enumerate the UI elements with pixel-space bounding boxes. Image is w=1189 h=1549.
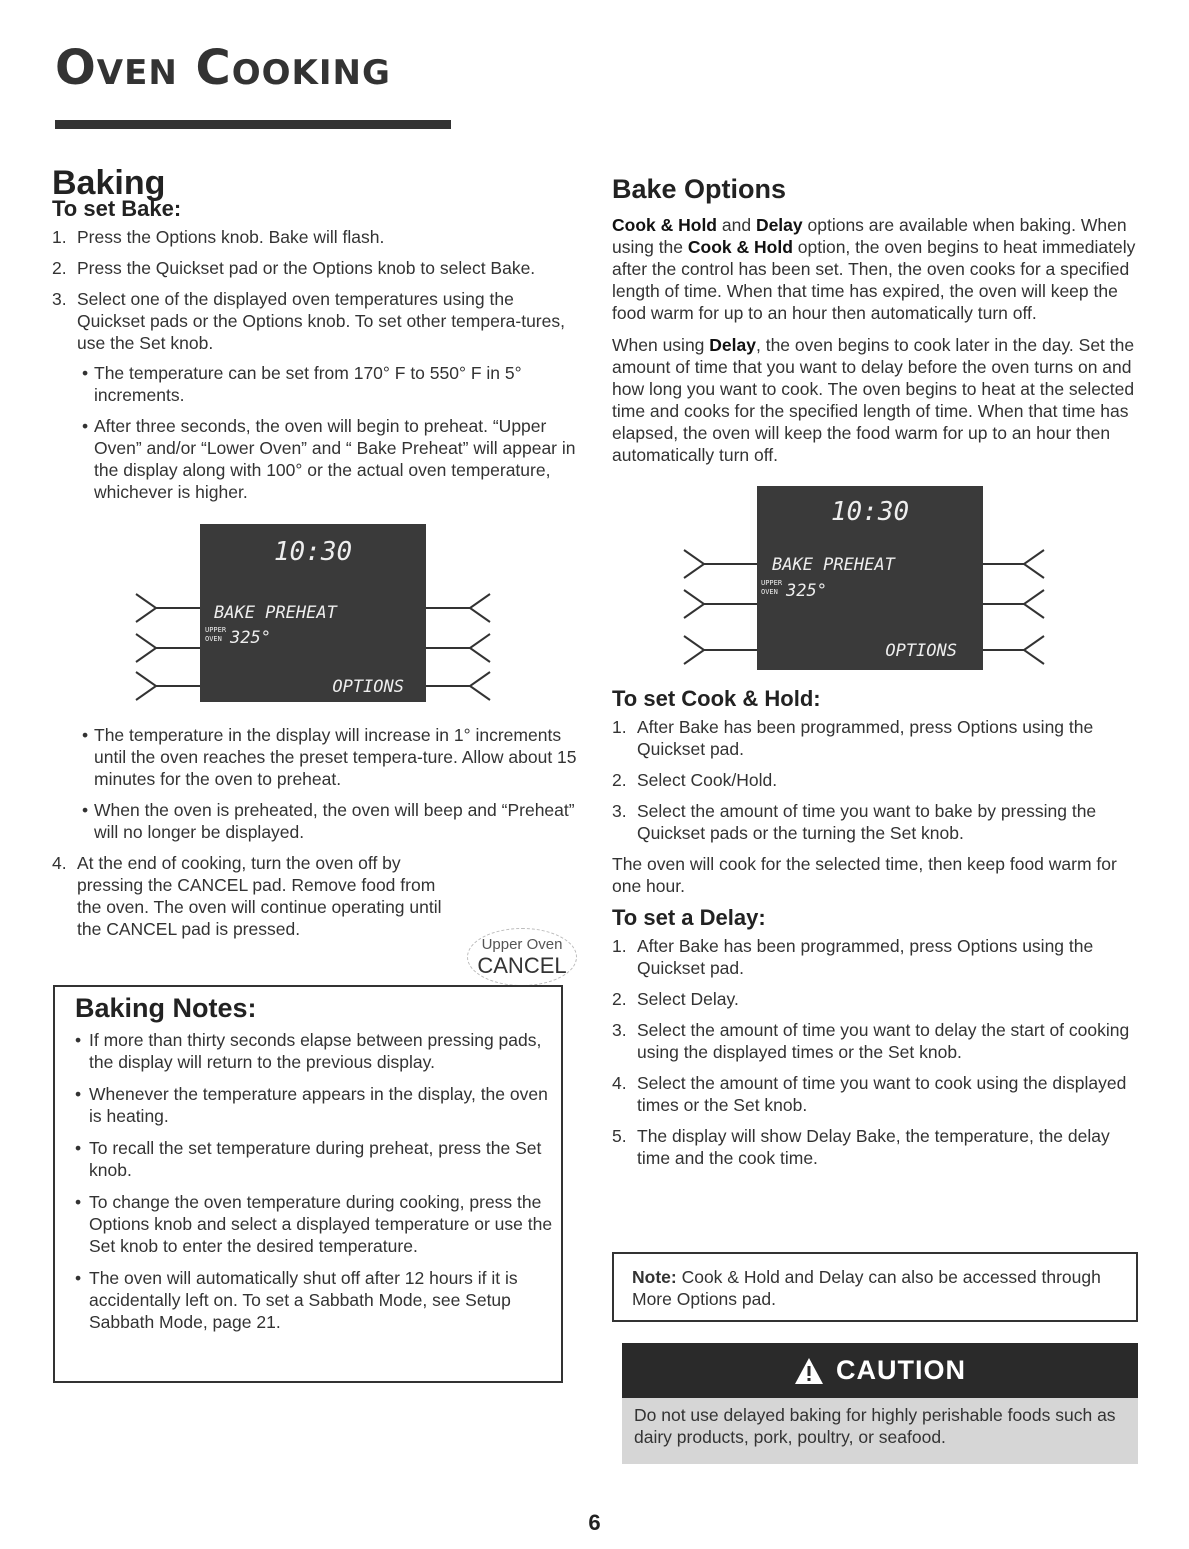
display-temp: 325°	[230, 628, 271, 648]
list-item: 1. After Bake has been programmed, press Options using the Quickset pad.	[612, 717, 1094, 759]
bake-options-heading: Bake Options	[612, 174, 787, 204]
warning-triangle-icon	[794, 1357, 824, 1385]
cancel-pad-button: Upper Oven CANCEL	[467, 928, 577, 986]
display-options: OPTIONS	[885, 641, 957, 661]
list-item: 3. Select the amount of time you want to delay the start of cooking using the displayed times or the Set knob.	[612, 1020, 1130, 1062]
list-item: 4. At the end of cooking, turn the oven off by pressing the CANCEL pad. Remove food from the oven. The oven will continue operating until the CANCEL pad is pressed.	[52, 853, 442, 939]
cook-hold-after: The oven will cook for the selected time, then keep food warm for one hour.	[612, 854, 1117, 896]
list-item: 1. After Bake has been programmed, press Options using the Quickset pad.	[612, 936, 1094, 978]
list-item: • When the oven is preheated, the oven will beep and “Preheat” will no longer be displayed.	[82, 799, 582, 843]
left-arrow-pad-2	[684, 590, 757, 618]
left-arrow-pad-1	[136, 594, 200, 622]
right-pad-arrows	[426, 594, 490, 700]
set-bake-heading: To set Bake:	[52, 196, 182, 221]
bake-options-section	[612, 172, 1142, 1178]
cook-hold-steps	[612, 716, 1142, 844]
baking-notes-heading: Baking Notes:	[75, 993, 257, 1023]
list-item: • The oven will automatically shut off after 12 hours if it is accidentally left on. To set a Sabbath Mode, see Setup Sabbath Mode, page 21.	[75, 1267, 555, 1333]
cook-hold-heading: To set Cook & Hold:	[612, 686, 821, 711]
baking-section	[52, 164, 582, 949]
list-item: • The temperature in the display will increase in 1° increments until the oven reaches the preset tempera-ture. Allow about 15 minutes for the oven to preheat.	[82, 724, 582, 790]
baking-notes-list	[65, 1029, 555, 1333]
display-options: OPTIONS	[332, 677, 404, 697]
list-item: 3. Select one of the displayed oven temperatures using the Quickset pads or the Options knob. To set other tempera-tures, use the Set knob. • The temperature can be set from 170° F to 550° F in 5° increments. • After three seconds, the oven will begin to preheat. “Upper Oven” and/or “Lower Oven” and “ Bake Preheat” will appear in the display along with 100° or the actual oven temperature, whichever is higher.	[52, 288, 582, 503]
right-arrow-pad-2	[983, 590, 1044, 618]
display-oven-label-1: UPPER	[761, 579, 783, 587]
right-arrow-pad-1	[983, 550, 1044, 578]
left-arrow-pad-1	[684, 550, 757, 578]
list-item: • To change the oven temperature during cooking, press the Options knob and select a displayed temperature or use the Set knob to enter the desired temperature.	[75, 1191, 555, 1257]
left-pad-arrows	[136, 594, 200, 700]
list-item: 2. Press the Quickset pad or the Options knob to select Bake.	[52, 258, 536, 278]
caution-banner	[622, 1343, 1138, 1398]
temperature-bullets	[77, 362, 582, 503]
bake-options-paragraph-1: Cook & Hold and Delay options are available when baking. When using the Cook & Hold option, the oven begins to heat immediately after the control has been set. Then, the oven cooks for a specified length of time. When that time has expired, the oven will keep the food warm for up to an hour then automatically turn off.	[612, 215, 1136, 323]
caution-title: CAUTION	[836, 1355, 966, 1385]
page-number: 6	[588, 1510, 601, 1535]
display-time: 10:30	[830, 497, 910, 527]
display-status: BAKE PREHEAT	[772, 555, 895, 575]
list-item: • To recall the set temperature during preheat, press the Set knob.	[75, 1137, 555, 1181]
list-item: • Whenever the temperature appears in the display, the oven is heating.	[75, 1083, 555, 1127]
baking-notes-box	[53, 985, 563, 1383]
right-arrow-pad-3	[983, 636, 1044, 664]
right-arrow-pad-1	[426, 594, 490, 622]
delay-heading: To set a Delay:	[612, 905, 766, 930]
list-item: • The temperature can be set from 170° F to 550° F in 5° increments.	[82, 362, 582, 406]
display-oven-label-1: UPPER	[205, 626, 227, 634]
left-arrow-pad-3	[136, 672, 200, 700]
preheat-bullets	[52, 724, 582, 843]
baking-heading: Baking	[52, 164, 166, 202]
list-item: • After three seconds, the oven will begin to preheat. “Upper Oven” and/or “Lower Oven” and “ Bake Preheat” will appear in the display along with 100° or the actual oven temperature, whichever is higher.	[82, 415, 582, 503]
right-arrow-pad-2	[426, 634, 490, 662]
set-bake-step-4	[52, 852, 582, 940]
left-pad-arrows	[684, 550, 757, 664]
list-item: • If more than thirty seconds elapse between pressing pads, the display will return to the previous display.	[75, 1029, 555, 1073]
page-title: Oven Cooking	[55, 40, 391, 96]
right-arrow-pad-3	[426, 672, 490, 700]
note-label: Note:	[632, 1267, 677, 1287]
right-pad-arrows	[983, 550, 1044, 664]
oven-display-svg-2	[612, 476, 1142, 686]
list-item: 1. Press the Options knob. Bake will flash.	[52, 227, 385, 247]
display-time: 10:30	[273, 537, 353, 567]
title-rule	[55, 120, 451, 129]
display-status: BAKE PREHEAT	[214, 603, 337, 623]
left-arrow-pad-2	[136, 634, 200, 662]
set-bake-steps	[52, 226, 582, 503]
caution-text: Do not use delayed baking for highly perishable foods such as dairy products, pork, poultry, or seafood.	[622, 1398, 1138, 1464]
note-text: Cook & Hold and Delay can also be accessed through More Options pad.	[632, 1267, 1101, 1309]
list-item: 4. Select the amount of time you want to cook using the displayed times or the Set knob.	[612, 1073, 1127, 1115]
list-item: 2. Select Cook/Hold.	[612, 770, 778, 790]
left-arrow-pad-3	[684, 636, 757, 664]
list-item: 5. The display will show Delay Bake, the temperature, the delay time and the cook time.	[612, 1126, 1110, 1168]
list-item: 3. Select the amount of time you want to bake by pressing the Quickset pads or the turning the Set knob.	[612, 801, 1097, 843]
display-temp: 325°	[786, 581, 827, 601]
display-oven-label-2: OVEN	[205, 635, 222, 643]
oven-display-svg	[52, 512, 582, 712]
oven-display-illustration	[612, 476, 1142, 686]
bake-options-paragraph-2: When using Delay, the oven begins to cook later in the day. Set the amount of time that you want to delay before the oven turns on and how long you want to cook. The oven begins to heat at the selected time and cooks for the specified length of time. When that time has elapsed, the oven will keep the food warm for up to an hour then automatically turn off.	[612, 335, 1135, 465]
list-item: 2. Select Delay.	[612, 989, 739, 1009]
delay-steps	[612, 935, 1142, 1169]
display-oven-label-2: OVEN	[761, 588, 778, 596]
oven-display-illustration	[52, 512, 582, 712]
note-box	[612, 1252, 1138, 1322]
